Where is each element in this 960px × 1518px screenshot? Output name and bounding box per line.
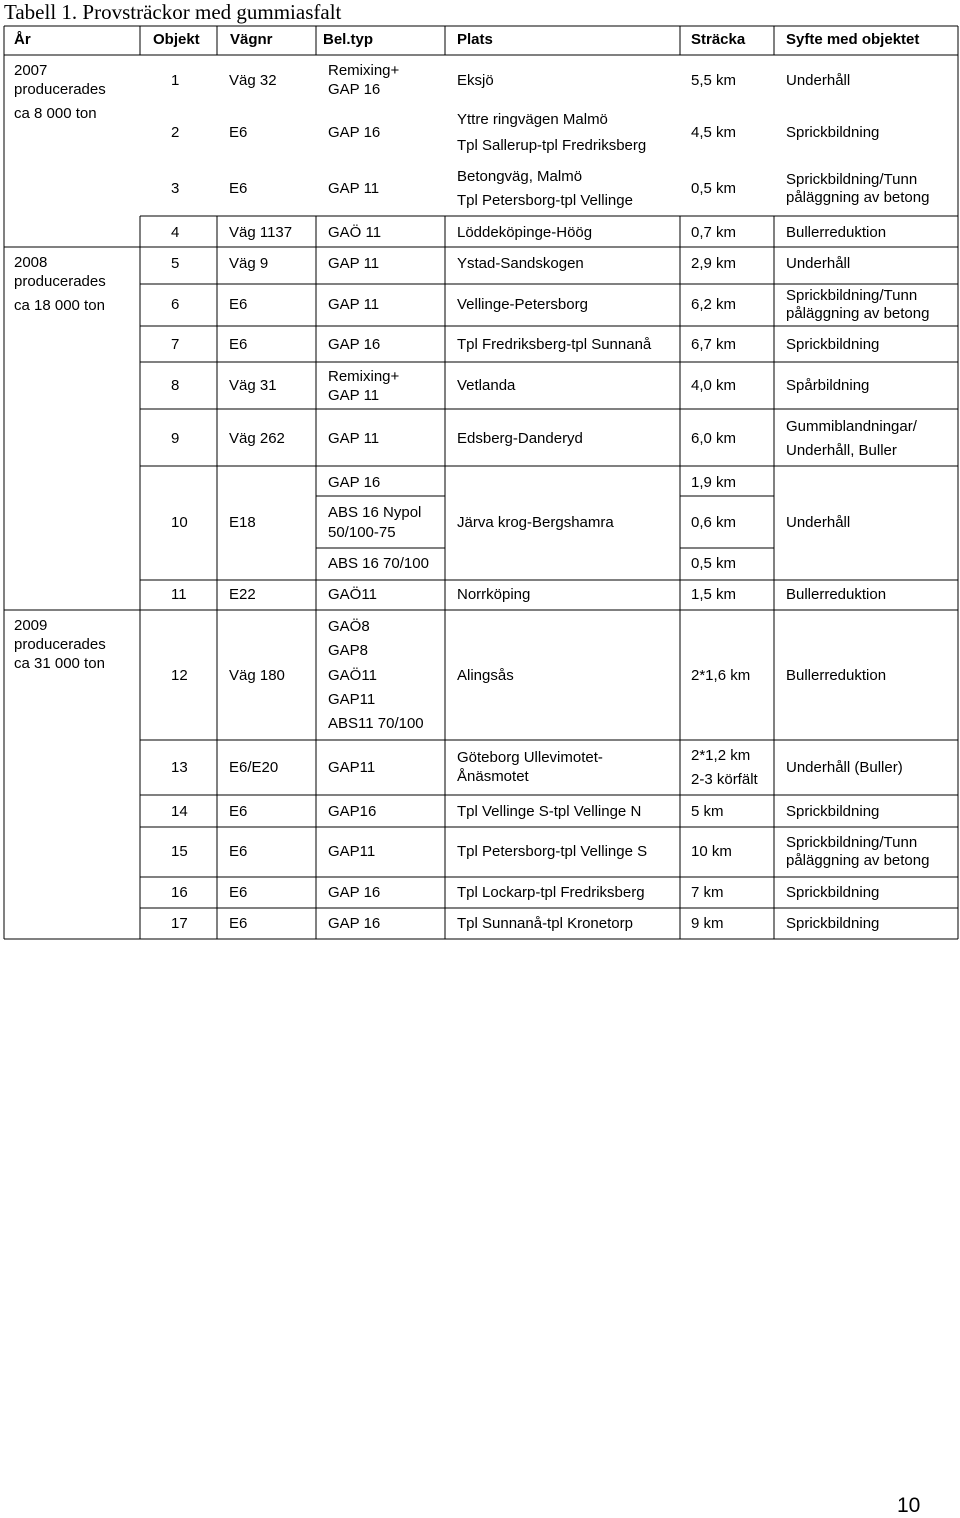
stracka-cell: 0,5 km [691,555,737,572]
beltyp-cell: 50/100-75 [328,524,396,541]
page-number: 10 [897,1494,921,1517]
plats-cell: Yttre ringvägen Malmö [457,111,608,128]
plats-cell: Löddeköpinge-Höög [457,224,593,241]
stracka-cell: 2-3 körfält [691,771,758,788]
beltyp-cell: GAP 11 [328,296,380,313]
plats-cell: Tpl Lockarp-tpl Fredriksberg [457,884,645,901]
plats-cell: Tpl Vellinge S-tpl Vellinge N [457,803,642,820]
beltyp-cell: GAP 11 [328,255,380,272]
plats-cell: Alingsås [457,667,514,684]
vagnr-cell: Väg 180 [229,667,285,684]
syfte-cell: Bullerreduktion [786,224,887,241]
beltyp-cell: GAP 16 [328,474,381,491]
beltyp-cell: GAP 16 [328,915,381,932]
stracka-cell: 0,6 km [691,514,737,531]
syfte-cell: Sprickbildning [786,124,880,141]
beltyp-cell: GAP 11 [328,430,380,447]
syfte-cell: Underhåll [786,72,851,89]
beltyp-cell: GAÖ11 [328,586,377,603]
stracka-cell: 5,5 km [691,72,737,89]
stracka-cell: 7 km [691,884,724,901]
beltyp-cell: Remixing+ [328,368,400,385]
year-label: producerades [14,636,106,653]
syfte-cell: Underhåll (Buller) [786,759,903,776]
vagnr-cell: E6 [229,180,248,197]
stracka-cell: 5 km [691,803,724,820]
syfte-cell: Underhåll [786,514,851,531]
vagnr-cell: E6 [229,296,248,313]
plats-cell: Betongväg, Malmö [457,168,583,185]
plats-cell: Edsberg-Danderyd [457,430,583,447]
beltyp-cell: GAP 11 [328,180,380,197]
syfte-cell: Sprickbildning/Tunn [786,171,918,188]
objekt-cell: 17 [171,915,188,932]
objekt-cell: 8 [171,377,180,394]
syfte-cell: Bullerreduktion [786,586,887,603]
beltyp-cell: GAÖ11 [328,667,377,684]
vagnr-cell: E18 [229,514,256,531]
header-cell: Bel.typ [323,31,374,48]
vagnr-cell: Väg 32 [229,72,277,89]
beltyp-cell: GAP11 [328,843,376,860]
year-label: producerades [14,273,106,290]
objekt-cell: 15 [171,843,188,860]
stracka-cell: 0,5 km [691,180,737,197]
plats-cell: Tpl Petersborg-tpl Vellinge [457,192,633,209]
plats-cell: Vetlanda [457,377,516,394]
year-label: producerades [14,81,106,98]
beltyp-cell: GAÖ8 [328,618,370,635]
stracka-cell: 1,5 km [691,586,737,603]
stracka-cell: 4,0 km [691,377,737,394]
header-cell: Plats [457,31,493,48]
syfte-cell: Sprickbildning [786,336,880,353]
plats-cell: Ånäsmotet [457,768,529,785]
plats-cell: Vellinge-Petersborg [457,296,588,313]
objekt-cell: 6 [171,296,180,313]
stracka-cell: 6,2 km [691,296,737,313]
stracka-cell: 1,9 km [691,474,737,491]
plats-cell: Norrköping [457,586,531,603]
header-cell: År [14,31,31,48]
objekt-cell: 3 [171,180,180,197]
beltyp-cell: GAP 11 [328,387,380,404]
plats-cell: Tpl Sallerup-tpl Fredriksberg [457,137,647,154]
beltyp-cell: GAP 16 [328,336,381,353]
stracka-cell: 4,5 km [691,124,737,141]
beltyp-cell: GAP8 [328,642,369,659]
plats-cell: Järva krog-Bergshamra [457,514,614,531]
plats-cell: Eksjö [457,72,494,89]
syfte-cell: påläggning av betong [786,305,930,322]
objekt-cell: 13 [171,759,188,776]
objekt-cell: 11 [171,586,187,603]
syfte-cell: Sprickbildning/Tunn [786,834,918,851]
vagnr-cell: Väg 9 [229,255,269,272]
syfte-cell: Spårbildning [786,377,870,394]
syfte-cell: Bullerreduktion [786,667,887,684]
vagnr-cell: E22 [229,586,256,603]
syfte-cell: Underhåll, Buller [786,442,897,459]
stracka-cell: 9 km [691,915,724,932]
vagnr-cell: E6 [229,884,248,901]
header-cell: Vägnr [230,31,273,48]
year-label: 2007 [14,62,48,79]
vagnr-cell: E6 [229,803,248,820]
vagnr-cell: E6 [229,843,248,860]
syfte-cell: påläggning av betong [786,189,930,206]
plats-cell: Ystad-Sandskogen [457,255,584,272]
year-label: ca 31 000 ton [14,655,105,672]
objekt-cell: 4 [171,224,180,241]
beltyp-cell: GAP11 [328,759,376,776]
stracka-cell: 0,7 km [691,224,737,241]
page-title: Tabell 1. Provsträckor med gummiasfalt [4,0,342,24]
objekt-cell: 5 [171,255,180,272]
objekt-cell: 12 [171,667,188,684]
vagnr-cell: E6/E20 [229,759,279,776]
header-cell: Syfte med objektet [786,31,920,48]
objekt-cell: 9 [171,430,180,447]
stracka-cell: 6,7 km [691,336,737,353]
beltyp-cell: ABS 16 Nypol [328,504,422,521]
objekt-cell: 2 [171,124,180,141]
year-label: ca 8 000 ton [14,105,97,122]
stracka-cell: 10 km [691,843,732,860]
year-label: 2008 [14,254,48,271]
vagnr-cell: E6 [229,336,248,353]
stracka-cell: 2*1,6 km [691,667,751,684]
syfte-cell: Sprickbildning [786,884,880,901]
plats-cell: Tpl Sunnanå-tpl Kronetorp [457,915,633,932]
beltyp-cell: Remixing+ [328,62,400,79]
beltyp-cell: GAP 16 [328,884,381,901]
beltyp-cell: GAP 16 [328,124,381,141]
vagnr-cell: Väg 31 [229,377,277,394]
plats-cell: Göteborg Ullevimotet- [457,749,603,766]
syfte-cell: Sprickbildning/Tunn [786,287,918,304]
syfte-cell: Underhåll [786,255,851,272]
header-cell: Sträcka [691,31,746,48]
objekt-cell: 7 [171,336,180,353]
stracka-cell: 6,0 km [691,430,737,447]
syfte-cell: Sprickbildning [786,915,880,932]
year-label: ca 18 000 ton [14,297,105,314]
beltyp-cell: ABS11 70/100 [328,715,424,732]
beltyp-cell: GAÖ 11 [328,224,382,241]
vagnr-cell: Väg 262 [229,430,285,447]
syfte-cell: Sprickbildning [786,803,880,820]
plats-cell: Tpl Fredriksberg-tpl Sunnanå [457,336,652,353]
objekt-cell: 14 [171,803,188,820]
objekt-cell: 10 [171,514,188,531]
vagnr-cell: Väg 1137 [229,224,293,241]
stracka-cell: 2,9 km [691,255,737,272]
syfte-cell: påläggning av betong [786,852,930,869]
beltyp-cell: GAP16 [328,803,377,820]
vagnr-cell: E6 [229,915,248,932]
objekt-cell: 1 [171,72,180,89]
stracka-cell: 2*1,2 km [691,747,751,764]
objekt-cell: 16 [171,884,188,901]
beltyp-cell: GAP 16 [328,81,381,98]
vagnr-cell: E6 [229,124,248,141]
year-label: 2009 [14,617,48,634]
plats-cell: Tpl Petersborg-tpl Vellinge S [457,843,648,860]
beltyp-cell: ABS 16 70/100 [328,555,429,572]
header-cell: Objekt [153,31,200,48]
syfte-cell: Gummiblandningar/ [786,418,917,435]
beltyp-cell: GAP11 [328,691,376,708]
